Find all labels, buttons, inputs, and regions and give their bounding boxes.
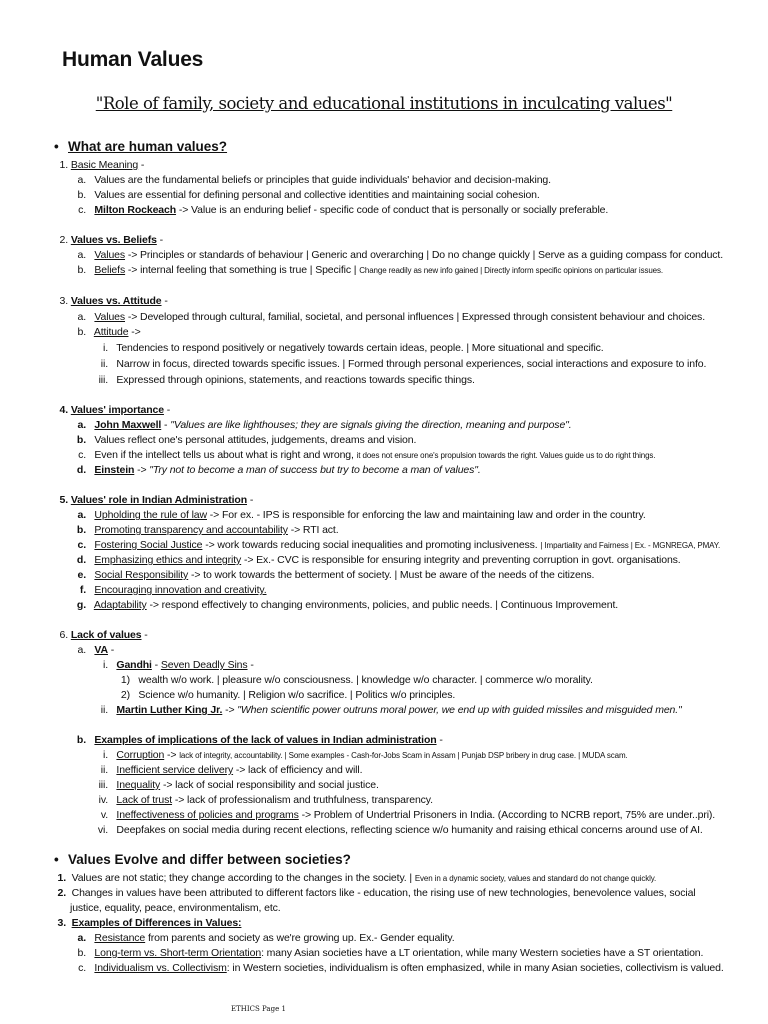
item-marker: ii. bbox=[100, 704, 108, 716]
list-item bbox=[94, 357, 706, 371]
list-item bbox=[94, 823, 703, 837]
list-item bbox=[94, 778, 379, 792]
list-item bbox=[74, 310, 705, 324]
list-item bbox=[74, 961, 724, 975]
item-marker: b. bbox=[77, 264, 86, 276]
item-marker: b. bbox=[76, 434, 86, 446]
item-label: Milton Rockeach bbox=[94, 204, 177, 216]
item-marker: a. bbox=[77, 174, 86, 186]
item-label: Examples of Differences in Values: bbox=[71, 917, 242, 929]
item-separator: - bbox=[141, 629, 148, 641]
list-item bbox=[52, 158, 144, 172]
list-item-continuation bbox=[70, 901, 281, 915]
item-marker: e. bbox=[77, 569, 86, 581]
item-note: it does not ensure one's propulsion towards the right. Values guide us to do right things. bbox=[356, 451, 656, 460]
list-item bbox=[74, 643, 114, 657]
list-item bbox=[52, 916, 241, 930]
subtitle-text: "Role of family, society and educational institutions in inculcating values" bbox=[95, 94, 673, 113]
list-item bbox=[52, 886, 696, 900]
item-marker: b. bbox=[77, 189, 86, 201]
item-label: Upholding the rule of law bbox=[94, 509, 207, 521]
item-label: VA bbox=[94, 644, 108, 656]
item-label: Emphasizing ethics and integrity bbox=[94, 554, 242, 566]
section-heading-text: Values Evolve and differ between societies? bbox=[68, 852, 351, 867]
item-marker: iii. bbox=[98, 779, 108, 791]
item-separator: - bbox=[138, 159, 145, 171]
item-marker: a. bbox=[77, 311, 86, 323]
item-marker: 1) bbox=[120, 674, 130, 686]
item-text: -> For ex. - IPS is responsible for enforcing the law and maintaining law and order in the country. bbox=[206, 509, 646, 521]
list-item bbox=[74, 463, 481, 477]
item-label: Inequality bbox=[116, 779, 161, 791]
item-title: Values vs. Attitude bbox=[70, 295, 162, 307]
item-label: Lack of trust bbox=[116, 794, 173, 806]
item-marker: 2. bbox=[57, 887, 66, 899]
list-item bbox=[74, 733, 443, 747]
item-marker: 5. bbox=[59, 494, 68, 506]
item-marker: v. bbox=[100, 809, 108, 821]
list-item bbox=[52, 871, 656, 886]
item-marker: c. bbox=[77, 539, 86, 551]
list-item bbox=[52, 233, 163, 247]
item-marker: iv. bbox=[98, 794, 108, 806]
list-item bbox=[94, 703, 682, 717]
item-label: Einstein bbox=[94, 464, 135, 476]
bullet-icon: • bbox=[54, 852, 59, 867]
item-text: Values are not static; they change according to the changes in the society. | bbox=[71, 872, 415, 884]
item-text: Science w/o humanity. | Religion w/o sacrifice. | Politics w/o principles. bbox=[138, 689, 456, 701]
item-text: - bbox=[161, 419, 171, 431]
list-item bbox=[74, 263, 663, 278]
item-text: - bbox=[247, 659, 254, 671]
item-marker: ii. bbox=[100, 764, 108, 776]
item-text: : many Asian societies have a LT orientation, while many Western societies have a ST orientation. bbox=[261, 947, 704, 959]
item-marker: 3. bbox=[57, 917, 66, 929]
item-marker: b. bbox=[76, 524, 86, 536]
item-marker: iii. bbox=[98, 374, 108, 386]
item-text: justice, equality, peace, environmentalism, etc. bbox=[70, 902, 281, 914]
item-marker: b. bbox=[76, 734, 86, 746]
item-marker: a. bbox=[77, 644, 86, 656]
item-text: -> respond effectively to changing environments, policies, and public needs. | Continuous Improvement. bbox=[146, 599, 619, 611]
list-item bbox=[74, 523, 339, 537]
item-title: Values vs. Beliefs bbox=[70, 234, 157, 246]
item-marker: 1. bbox=[59, 159, 68, 171]
list-item bbox=[74, 931, 455, 945]
item-quote: "Values are like lighthouses; they are signals giving the direction, meaning and purpose". bbox=[170, 419, 572, 431]
list-item bbox=[74, 418, 572, 432]
item-text: -> bbox=[128, 326, 141, 338]
item-label: Promoting transparency and accountability bbox=[94, 524, 288, 536]
item-marker: f. bbox=[79, 584, 86, 596]
list-item bbox=[74, 946, 703, 960]
section-heading-text: What are human values? bbox=[68, 139, 228, 154]
item-text: Values are essential for defining personal and collective identities and maintaining social cohesion. bbox=[94, 189, 540, 201]
item-note: lack of integrity, accountability. | Some examples - Cash-for-Jobs Scam in Assam | Punjab DSP bribery in drug case. | MUDA scam. bbox=[179, 751, 628, 760]
item-text: : in Western societies, individualism is often emphasized, while in many Asian societies, collectivism is valued. bbox=[226, 962, 724, 974]
list-item bbox=[118, 688, 455, 702]
item-marker: a. bbox=[77, 419, 86, 431]
list-item bbox=[74, 538, 720, 553]
list-item bbox=[52, 493, 253, 507]
item-text: -> RTI act. bbox=[287, 524, 339, 536]
item-marker: b. bbox=[77, 947, 86, 959]
item-label: Adaptability bbox=[93, 599, 147, 611]
item-text: Tendencies to respond positively or negatively towards certain ideas, people. | More situational and specific. bbox=[116, 342, 604, 354]
list-item bbox=[52, 403, 170, 417]
item-label: Encouraging innovation and creativity. bbox=[94, 584, 267, 596]
item-text: Expressed through opinions, statements, and reactions towards specific things. bbox=[116, 374, 475, 386]
item-marker: 2) bbox=[120, 689, 130, 701]
item-label: Social Responsibility bbox=[94, 569, 189, 581]
item-label: Fostering Social Justice bbox=[94, 539, 203, 551]
item-label: Martin Luther King Jr. bbox=[116, 704, 223, 716]
page-title: Human Values bbox=[62, 48, 204, 71]
item-marker: c. bbox=[78, 449, 86, 461]
list-item bbox=[74, 508, 646, 522]
item-text: -> work towards reducing social inequalities and promoting inclusiveness. bbox=[202, 539, 541, 551]
item-marker: 3. bbox=[59, 295, 68, 307]
list-item bbox=[94, 748, 628, 763]
page-footer: ETHICS Page 1 bbox=[231, 1005, 286, 1013]
item-quote: "Try not to become a man of success but try to become a man of values". bbox=[149, 464, 481, 476]
item-text: Narrow in focus, directed towards specific issues. | Formed through personal experiences, social interactions and exposure to info. bbox=[116, 358, 707, 370]
item-marker: 6. bbox=[59, 629, 68, 641]
item-text: - bbox=[151, 659, 161, 671]
item-marker: d. bbox=[76, 554, 86, 566]
list-item bbox=[118, 673, 593, 687]
item-marker: d. bbox=[76, 464, 86, 476]
list-item bbox=[52, 628, 148, 642]
item-text: Values are the fundamental beliefs or principles that guide individuals' behavior and decision-making. bbox=[94, 174, 551, 186]
item-text: -> to work towards the betterment of society. | Must be aware of the needs of the citizens. bbox=[188, 569, 595, 581]
item-note: | Impartiality and Fairness | Ex. - MGNREGA, PMAY. bbox=[540, 541, 721, 550]
item-title: Basic Meaning bbox=[70, 159, 139, 171]
item-quote: "When scientific power outruns moral power, we end up with guided missiles and misguided men." bbox=[237, 704, 682, 716]
item-text: -> Developed through cultural, familial, societal, and personal influences | Expressed through consistent behaviour and choices. bbox=[125, 311, 705, 323]
item-label: John Maxwell bbox=[94, 419, 162, 431]
item-text: Even if the intellect tells us about what is right and wrong, bbox=[94, 449, 357, 461]
item-text: wealth w/o work. | pleasure w/o consciousness. | knowledge w/o character. | commerce w/o morality. bbox=[138, 674, 593, 686]
item-text: -> bbox=[222, 704, 238, 716]
item-marker: g. bbox=[76, 599, 86, 611]
list-item bbox=[94, 793, 433, 807]
item-text: -> Problem of Undertrial Prisoners in India. (According to NCRB report, 75% are under..pri). bbox=[298, 809, 716, 821]
list-item bbox=[74, 568, 594, 582]
item-note: Change readily as new info gained | Directly inform specific opinions on particular issues. bbox=[359, 266, 663, 275]
list-item bbox=[74, 448, 655, 463]
list-item bbox=[74, 203, 608, 217]
list-item bbox=[94, 373, 475, 387]
item-text: - bbox=[436, 734, 443, 746]
item-label: Inefficient service delivery bbox=[116, 764, 234, 776]
list-item bbox=[94, 763, 362, 777]
item-label: Individualism vs. Collectivism bbox=[94, 962, 227, 974]
item-label: Beliefs bbox=[94, 264, 126, 276]
item-text: -> bbox=[164, 749, 180, 761]
item-label: Attitude bbox=[93, 326, 129, 338]
list-item bbox=[94, 808, 715, 822]
bullet-icon: • bbox=[54, 139, 59, 154]
list-item bbox=[74, 248, 723, 262]
item-text: -> lack of professionalism and truthfulness, transparency. bbox=[172, 794, 433, 806]
item-label: Resistance bbox=[94, 932, 146, 944]
item-separator: - bbox=[163, 404, 171, 416]
item-label: Seven Deadly Sins bbox=[160, 659, 248, 671]
item-text: -> lack of efficiency and will. bbox=[233, 764, 363, 776]
item-text: Values reflect one's personal attitudes, judgements, dreams and vision. bbox=[94, 434, 417, 446]
item-label: Ineffectiveness of policies and programs bbox=[116, 809, 299, 821]
item-text: Changes in values have been attributed to different factors like - education, the rising use of new technologies, benevolence values, social bbox=[71, 887, 696, 899]
item-title: Lack of values bbox=[70, 629, 142, 641]
list-item bbox=[94, 658, 254, 672]
item-text: -> internal feeling that something is true | Specific | bbox=[125, 264, 360, 276]
item-title: Values' role in Indian Administration bbox=[70, 494, 248, 506]
item-label: Values bbox=[94, 249, 126, 261]
section-heading-what-are-values bbox=[54, 139, 227, 154]
item-text: -> Principles or standards of behaviour | Generic and overarching | Do no change quickly | Serve as a guiding compass for conduct. bbox=[125, 249, 724, 261]
item-marker: b. bbox=[77, 326, 86, 338]
item-text: from parents and society as we're growing up. Ex.- Gender equality. bbox=[145, 932, 455, 944]
item-text: -> bbox=[134, 464, 150, 476]
item-marker: 4. bbox=[59, 404, 68, 416]
list-item bbox=[74, 598, 618, 612]
list-item bbox=[74, 553, 681, 567]
list-item bbox=[74, 433, 416, 447]
item-marker: i. bbox=[102, 659, 108, 671]
list-item bbox=[74, 583, 267, 597]
item-marker: ii. bbox=[100, 358, 108, 370]
item-marker: a. bbox=[77, 932, 86, 944]
list-item bbox=[74, 173, 551, 187]
item-text: -> Ex.- CVC is responsible for ensuring integrity and preventing corruption in govt. organisations. bbox=[241, 554, 681, 566]
page-subtitle bbox=[0, 94, 768, 113]
item-separator: - bbox=[156, 234, 163, 246]
item-title: Values' importance bbox=[70, 404, 164, 416]
item-marker: a. bbox=[77, 509, 86, 521]
item-marker: i. bbox=[102, 749, 108, 761]
item-label: Examples of implications of the lack of values in Indian administration bbox=[94, 734, 437, 746]
list-item bbox=[52, 294, 168, 308]
item-text: - bbox=[107, 644, 115, 656]
item-marker: vi. bbox=[97, 824, 108, 836]
item-marker: 2. bbox=[59, 234, 68, 246]
item-text: -> lack of social responsibility and social justice. bbox=[160, 779, 379, 791]
list-item bbox=[74, 188, 540, 202]
item-marker: c. bbox=[78, 962, 86, 974]
item-text: Deepfakes on social media during recent elections, reflecting science w/o humanity and raising ethical concerns around use of AI. bbox=[116, 824, 703, 836]
item-label: Corruption bbox=[116, 749, 165, 761]
list-item bbox=[74, 325, 141, 339]
item-separator: - bbox=[161, 295, 168, 307]
item-separator: - bbox=[247, 494, 254, 506]
list-item bbox=[94, 341, 604, 355]
section-heading-values-evolve bbox=[54, 852, 351, 867]
item-marker: i. bbox=[102, 342, 108, 354]
item-label: Long-term vs. Short-term Orientation bbox=[94, 947, 262, 959]
item-marker: c. bbox=[78, 204, 86, 216]
item-note: Even in a dynamic society, values and standard do not change quickly. bbox=[414, 874, 657, 883]
item-label: Values bbox=[94, 311, 126, 323]
item-label: Gandhi bbox=[116, 659, 152, 671]
item-marker: 1. bbox=[57, 872, 66, 884]
item-marker: a. bbox=[77, 249, 86, 261]
item-text: -> Value is an enduring belief - specific code of conduct that is personally or socially preferable. bbox=[176, 204, 609, 216]
